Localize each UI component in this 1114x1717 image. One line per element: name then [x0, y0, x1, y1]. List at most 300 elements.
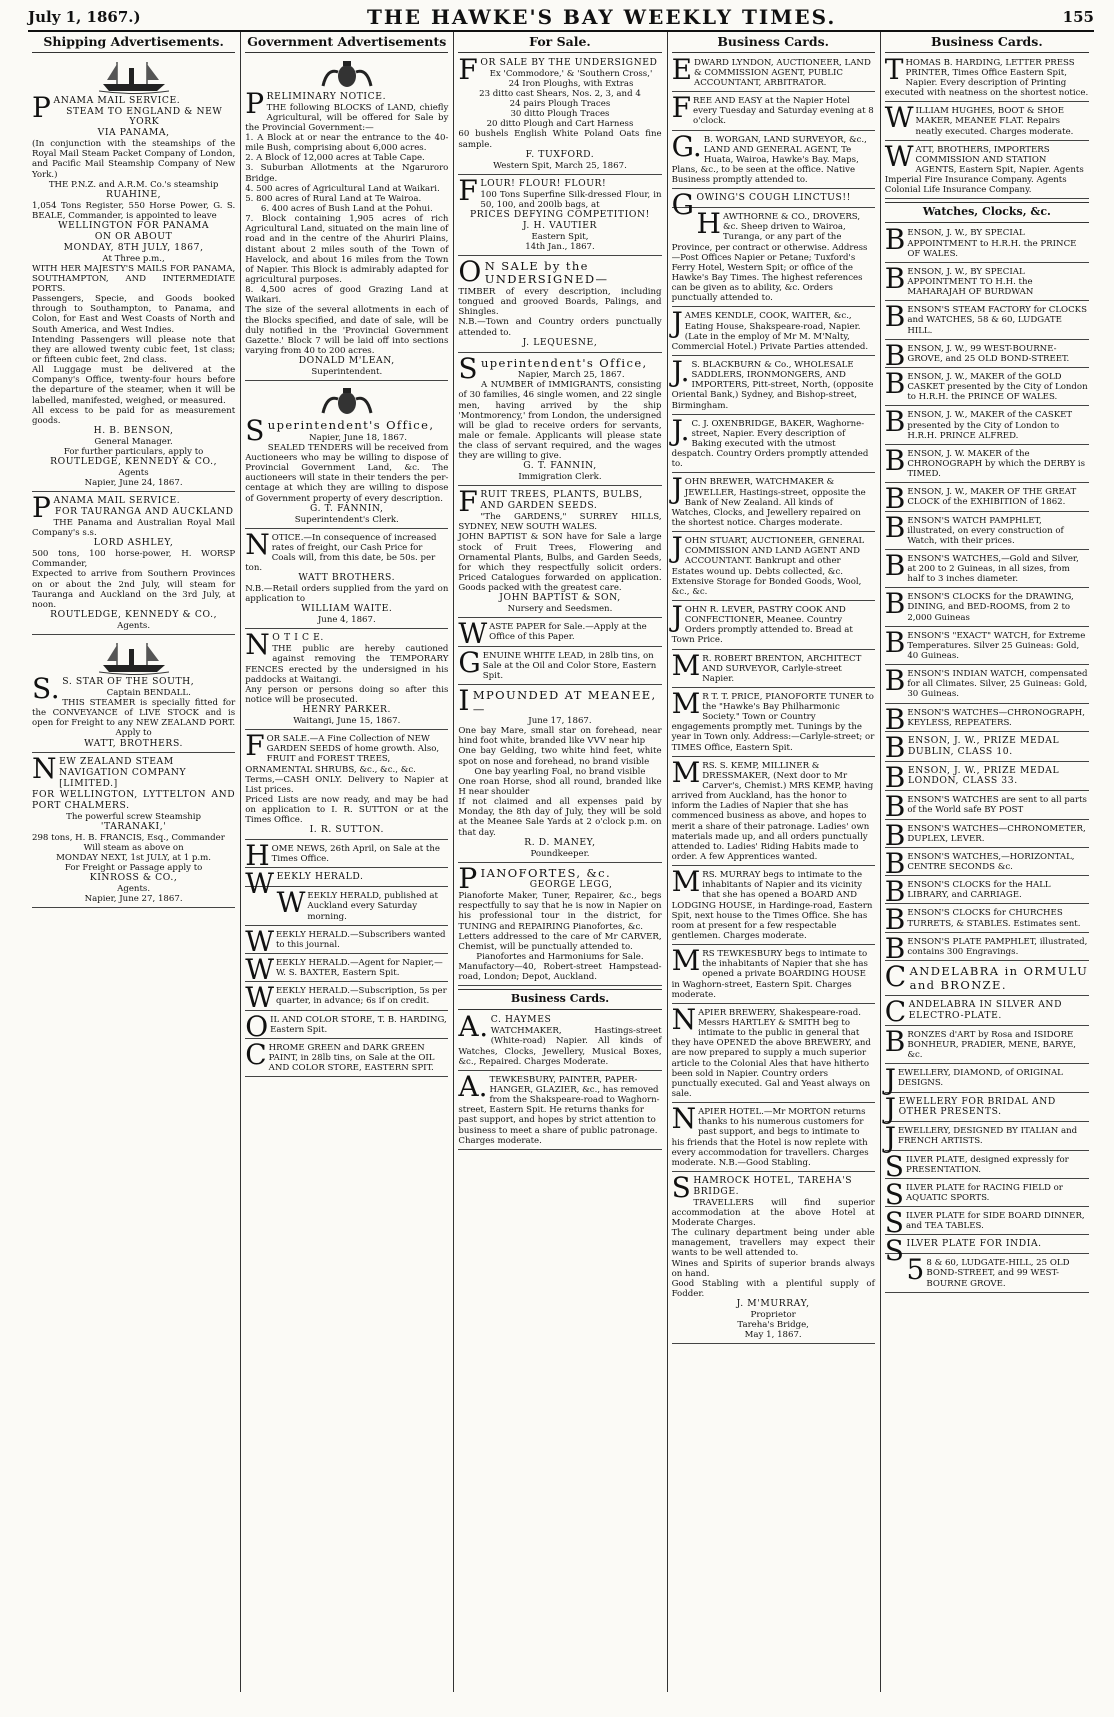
advertisement [245, 953, 448, 987]
ad-headline: OIL AND COLOR STORE, T. B. HARDING, Eastern Spit. [245, 1009, 447, 1043]
advertisement [884, 730, 1089, 764]
ad-text: Any person or persons doing so after this notice will be prosecuted. [245, 684, 449, 705]
advertisement [884, 300, 1089, 339]
ad-text: WATCHMAKER, Hastings-street (White-road) Napier. All kinds of Watches, Clocks, Jewellery, Musical Boxes, &c., Repaired. Charges Moderate. [458, 1026, 662, 1067]
advertisement [458, 861, 662, 987]
advertisement [671, 686, 875, 757]
advertisement [245, 981, 448, 1015]
advertisement [884, 664, 1089, 703]
column-heading: For Sale. [458, 34, 661, 53]
advertisement [245, 1037, 448, 1077]
ad-text: Napier, June 18, 1867. [309, 432, 408, 443]
ad-headline: Superintendent's Office, [458, 351, 648, 385]
ad-headline: HOME NEWS, 26th April, on Sale at the Times Office. [245, 839, 440, 873]
column-2 [241, 32, 454, 1692]
ad-text: Expected to arrive from Southern Provinces on or about the 2nd July, will steam for Tauranga and Auckland on the 3rd July, at noon. [32, 569, 236, 610]
advertisement [884, 625, 1089, 665]
ad-text: Manufactory—40, Robert-street Hampstead-road, London; Depot, Auckland. [458, 962, 662, 983]
advertisement [671, 129, 875, 190]
ad-text: TIMBER of every description, including tongued and grooved Boards, Palings, and Shingles. [458, 287, 662, 318]
ad-text: Wines and Spirits of superior brands always on hand. [671, 1258, 875, 1279]
advertisement [671, 1002, 875, 1103]
ad-headline: S.S. STAR OF THE SOUTH, [32, 671, 195, 705]
column-heading: Government Advertisements [245, 34, 448, 53]
ad-headline: J.C. J. OXENBRIDGE, BAKER, Waghorne-street, Napier. Every description of Baking executed with the utmost despatch. Country Orders promptly attended to. [671, 413, 869, 470]
ad-headline: BENSON, J. W., PRIZE MEDAL LONDON, CLASS 33. [884, 760, 1060, 794]
ad-headline: NEW ZEALAND STEAM NAVIGATION COMPANY [LIMITED.] [32, 752, 187, 790]
ad-headline: FRUIT TREES, PLANTS, BULBS, AND GARDEN SEEDS. [458, 485, 643, 519]
ad-text: J. H. VAUTIER [522, 219, 598, 231]
ad-text: 24 Iron Ploughs, with Extras [508, 78, 634, 89]
ad-text: G. T. FANNIN, [310, 502, 384, 514]
ad-headline: SILVER PLATE FOR INDIA. [884, 1234, 1042, 1268]
ad-text: 'TARANAKI,' [100, 820, 167, 832]
ad-headline: EDWARD LYNDON, AUCTIONEER, LAND & COMMISSION AGENT, PUBLIC ACCOUNTANT, ARBITRATOR. [671, 52, 871, 89]
ad-headline: J.S. BLACKBURN & Co., WHOLESALE SADDLERS, IRONMONGERS, AND IMPORTERS, Pitt-street, North, (opposite Oriental Bank,) Sydney, and Bishop-street, Birmingham. [671, 354, 874, 411]
ad-text: Waitangi, June 15, 1867. [293, 715, 401, 726]
ad-text: Letters addressed to the care of Mr CARVER, Chemist, will be punctually attended to. [458, 931, 662, 952]
ad-headline: BENSON, J. W., MAKER OF THE GREAT CLOCK of the EXHIBITION of 1862. [884, 482, 1077, 516]
advertisement [884, 443, 1089, 483]
ad-text: (In conjunction with the steamships of the Royal Mail Steam Packet Company of London, and Pacific Mail Steamship Company of New York.) [32, 139, 236, 180]
advertisement [458, 254, 662, 353]
ad-text: MONDAY, 8TH JULY, 1867, [63, 241, 204, 253]
advertisement [458, 351, 662, 487]
ad-headline: JOHN R. LEVER, PASTRY COOK AND CONFECTIONER, Meanee. Country Orders promptly attended to. Bread at Town Price. [671, 599, 853, 646]
ad-text: Superintendent's Clerk. [294, 514, 399, 525]
ad-text: 7. Block containing 1,905 acres of rich Agricultural Land, situated on the main line of road and in the centre of the Ahuriri Plains, distant about 2 miles south of the Town of Havelock, and about 16 miles from the Town of Napier. This Block is admirably adapted for agricultural purposes. [245, 214, 449, 285]
column-1 [28, 32, 241, 1692]
ad-headline: WEEKLY HERALD, published at Auckland every Saturday morning. [276, 886, 438, 922]
ad-text: 1,054 Tons Register, 550 Horse Power, G. S. BEALE, Commander, is appointed to leave [32, 200, 236, 221]
ad-headline: BENSON'S CLOCKS for the HALL LIBRARY, and CARRIAGE. [884, 875, 1051, 909]
ad-headline: SILVER PLATE for RACING FIELD or AQUATIC SPORTS. [884, 1177, 1063, 1211]
ad-text: H. B. BENSON, [93, 425, 174, 436]
ad-text: Intending Passengers will please note that they are allowed twenty cubic feet, 1st class; or fifteen cubic feet, 2nd class. [32, 334, 236, 366]
ad-text: Nursery and Seedsmen. [507, 604, 613, 615]
ad-text: ROUTLEDGE, KENNEDY & CO., [50, 608, 218, 620]
column-5 [881, 32, 1094, 1692]
ad-text: For further particulars, apply to [63, 447, 204, 457]
ad-headline: PRELIMINARY NOTICE. [245, 86, 387, 120]
ad-text: Western Spit, March 25, 1867. [493, 160, 627, 171]
ad-headline: BENSON'S "EXACT" WATCH, for Extreme Temperatures. Silver 25 Guineas: Gold, 40 Guineas. [884, 625, 1086, 662]
ad-text: MONDAY NEXT, 1st JULY, at 1 p.m. [56, 852, 212, 863]
ad-text: JOHN BAPTIST & SON, [499, 592, 621, 604]
ad-text: FOR TAURANGA AND AUCKLAND [55, 506, 234, 518]
advertisement [671, 648, 875, 688]
ad-headline: BENSON'S CLOCKS for CHURCHES TURRETS, & STABLES. Estimates sent. [884, 903, 1081, 937]
ad-headline: BRONZES d'ART by Rosa and ISIDORE BONHEUR, PRADIER, MENE, BARYE, &c. [884, 1024, 1076, 1061]
ad-headline: A.TEWKESBURY, PAINTER, PAPER-HANGER, GLAZIER, &c., has removed from the Shakspeare-road to Waghorn-street, Eastern Spit. He returns thanks for past support, and hopes by strict attention to business to meet a share of public patronage. Charges moderate. [458, 1069, 660, 1146]
ad-headline: SILVER PLATE for SIDE BOARD DINNER, and TEA TABLES. [884, 1206, 1085, 1240]
advertisement [458, 1010, 662, 1070]
advertisement [884, 261, 1089, 301]
advertisement [884, 52, 1089, 103]
ad-text: WITH HER MAJESTY'S MAILS FOR PANAMA, SOUTHAMPTON, AND INTERMEDIATE PORTS. [32, 263, 236, 295]
ad-headline: JEWELLERY FOR BRIDAL AND OTHER PRESENTS. [884, 1091, 1056, 1125]
ad-text: One bay Mare, small star on forehead, near hind foot white, branded like VVV near hip [458, 726, 662, 747]
advertisement [671, 531, 875, 601]
ad-text: 100 Tons Superfine Silk-dressed Flour, in 50, 100, and 200lb bags, at [480, 189, 662, 210]
ad-headline: ON SALE by the UNDERSIGNED— [458, 254, 609, 288]
advertisement [245, 628, 449, 730]
advertisement [884, 790, 1089, 824]
ad-text: Will steam as above on [83, 842, 184, 853]
ad-text: N.B.—Retail orders supplied from the yard on application to [245, 584, 449, 605]
ad-headline: BENSON, J. W., 99 WEST-BOURNE-GROVE, and 25 OLD BOND-STREET. [884, 338, 1070, 372]
column-heading: Business Cards. [672, 34, 875, 53]
ad-text: HENRY PARKER. [302, 704, 392, 716]
advertisement [671, 1102, 875, 1172]
ad-text: KINROSS & CO., [89, 872, 178, 884]
ad-text: THE P.N.Z. and A.R.M. Co.'s steamship [48, 179, 219, 190]
ad-text: Ex 'Commodore,' & 'Southern Cross,' [489, 68, 653, 79]
steamship-icon [99, 641, 169, 675]
ad-text: 30 ditto Plough Traces [510, 109, 610, 120]
ad-headline: BENSON'S STEAM FACTORY for CLOCKS and WATCHES, 58 & 60, LUDGATE HILL. [884, 300, 1087, 336]
royal-arms-icon [317, 60, 377, 90]
advertisement [458, 173, 662, 256]
ad-text: Pianoforte Maker, Tuner, Repairer, &c., begs respectfully to say that he is now in Napier on his professional tour in the district, for TUNING and REPAIRING Pianofortes, &c. [458, 891, 662, 932]
advertisement [884, 482, 1089, 516]
advertisement [671, 413, 875, 474]
advertisement [245, 527, 449, 630]
steamship-icon [99, 60, 169, 94]
ad-text: Proprietor [750, 1309, 796, 1320]
ad-headline: FOR SALE.—A Fine Collection of NEW GARDEN SEEDS of home growth. Also, FRUIT and FOREST TREES, ORNAMENTAL SHRUBS, &c., &c., &c. [245, 729, 440, 775]
ad-headline: NAPIER HOTEL.—Mr MORTON returns thanks to his numerous customers for past support, and begs to intimate to his friends that the Hotel is now replete with every accommodation for travellers. Charges moderate. N.B.—Good Stabling. [671, 1102, 869, 1168]
ad-text: 298 tons, H. B. FRANCIS, Esq., Commander [32, 832, 225, 843]
ad-text: WATT BROTHERS. [298, 572, 396, 584]
ad-headline: FOR SALE BY THE UNDERSIGNED [458, 52, 658, 86]
ad-headline: PIANOFORTES, &c. [458, 861, 612, 895]
ad-text: The size of the several allotments in each of the Blocks specified, and date of sale, will be duly notified in the 'Provincial Government Gazette.' Block 7 will be laid off into sections varying from 40 to 200 acres. [245, 305, 449, 356]
advertisement [884, 818, 1089, 852]
ad-headline: 58 & 60, LUDGATE-HILL, 25 OLD BOND-STREET, and 99 WEST-BOURNE GROVE. [906, 1253, 1070, 1289]
ad-text: THIS STEAMER is specially fitted for the CONVEYANCE of LIVE STOCK and is open for Freight to any NEW ZEALAND PORT. [32, 697, 236, 729]
advertisement [884, 1091, 1089, 1125]
advertisement [884, 1234, 1089, 1268]
ad-text: SEALED TENDERS will be received from Auctioneers who may be willing to dispose of Provincial Government Land, &c. The auctioneers will state in their tenders the per-centage at which they are willing to dispose of Government property of every description. [245, 442, 449, 504]
ad-headline: GOWING'S COUGH LINCTUS!! [671, 188, 851, 222]
advertisement [458, 645, 661, 685]
ad-text: THE following BLOCKS of LAND, chiefly Agricultural, will be offered for Sale by the Provincial Government:— [245, 102, 449, 133]
ad-headline: IMPOUNDED AT MEANEE,— [458, 683, 657, 717]
ad-text: A NUMBER of IMMIGRANTS, consisting of 30 families, 46 single women, and 22 single men, having arrived by the ship 'Montmorency,' from London, the undersigned will be glad to receive orders for servants, male or female. Applicants will please state the class of servant required, and the wages they are willing to give. [458, 380, 662, 462]
ad-text: F. TUXFORD. [525, 148, 595, 160]
ad-text: General Manager. [94, 436, 173, 447]
ad-headline: WILLIAM HUGHES, BOOT & SHOE MAKER, MEANEE FLAT. Repairs neatly executed. Charges moderate. [884, 101, 1074, 137]
ad-text: ON OR ABOUT [94, 230, 173, 242]
advertisement [32, 752, 236, 908]
ad-text: Napier, June 27, 1867. [84, 894, 183, 905]
ad-headline: CANDELABRA in ORMULU and BRONZE. [884, 960, 1089, 994]
ad-headline: WEEKLY HERALD.—Subscribers wanted to this journal. [245, 924, 446, 958]
ad-text: The culinary department being under able management, travellers may expect their wants to be well attended to. [671, 1228, 875, 1259]
advertisement [884, 1024, 1089, 1064]
ad-text: 3. Suburban Allotments at the Ngaruroro Bridge. [245, 163, 449, 184]
ad-headline: BENSON, J. W. MAKER of the CHRONOGRAPH by which the DERBY is TIMED. [884, 443, 1086, 480]
ad-text: Pianofortes and Harmoniums for Sale. [476, 952, 644, 963]
advertisement [458, 485, 662, 618]
ad-text: For Freight or Passage apply to [64, 863, 203, 874]
advertisement [671, 599, 875, 650]
advertisement [884, 1177, 1089, 1211]
column-heading: Business Cards. [885, 34, 1089, 53]
section-subheading: Business Cards. [458, 989, 661, 1010]
ad-text: 14th Jan., 1867. [525, 241, 595, 252]
advertisement [884, 1206, 1089, 1240]
ad-text: Agents [118, 468, 149, 478]
ad-text: 8. 4,500 acres of good Grazing Land at Waikari. [245, 285, 449, 306]
advertisement [671, 944, 875, 1004]
ad-text: Agents. [117, 884, 151, 895]
advertisement [458, 1069, 661, 1150]
ad-headline: MRS. S. KEMP, MILLINER & DRESSMAKER, (Next door to Mr Carver's, Chemist.) MRS KEMP, having arrived from Auckland, has the honor to inform the Ladies of Napier that she has commenced business as above, and hopes to merit a share of their patronage. Ladies' own materials made up, and all orders punctually attended to. Ladies' Riding Habits made to order. A few Apprentices wanted. [671, 755, 874, 863]
ad-headline: NO T I C E. [245, 628, 324, 662]
column-heading: Shipping Advertisements. [32, 34, 235, 53]
ad-text: 4. 500 acres of Agricultural Land at Waikari. [245, 183, 440, 194]
ad-text: All Luggage must be delivered at the Company's Office, twenty-four hours before the departure of the steamer, when it will be labelled, manifested, weighed, or measured. [32, 365, 236, 406]
advertisement [32, 56, 235, 493]
ad-text: Terms,—CASH ONLY. Delivery to Napier at List prices. [245, 774, 449, 795]
advertisement [32, 491, 236, 635]
ad-text: Priced Lists are now ready, and may be had on application to I. R. SUTTON or at the Times Office. [245, 794, 449, 826]
ad-headline: JAMES KENDLE, COOK, WAITER, &c., Eating House, Shakspeare-road, Napier. (Late in the employ of Mr M. M'Nalty, Commercial Hotel.) Private Parties attended. [671, 306, 869, 352]
advertisement [884, 338, 1089, 372]
ad-text: J. M'MURRAY, [736, 1298, 810, 1310]
ad-text: Captain BENDALL. [106, 687, 191, 698]
ad-headline: WASTE PAPER for Sale.—Apply at the Office of this Paper. [458, 617, 647, 651]
ad-text: WATT, BROTHERS. [84, 737, 184, 749]
ad-headline: FLOUR! FLOUR! FLOUR! [458, 173, 607, 207]
advertisement [671, 865, 875, 945]
ad-text: 60 bushels English White Poland Oats fine sample. [458, 129, 662, 150]
ad-text: The powerful screw Steamship [66, 811, 202, 822]
column-3 [454, 32, 667, 1692]
advertisement [884, 1063, 1089, 1097]
advertisement [884, 510, 1089, 550]
column-4 [668, 32, 881, 1692]
advertisement [884, 223, 1089, 262]
ad-text: Apply to [115, 728, 152, 739]
ad-text: One roan Horse, shod all round, branded like H near shoulder [458, 776, 662, 798]
ad-text: PRICES DEFYING COMPETITION! [469, 208, 650, 220]
advertisement [671, 1170, 875, 1344]
ad-headline: BENSON'S INDIAN WATCH, compensated for all Climates. Silver, 25 Guineas: Gold, 30 Guineas. [884, 664, 1088, 700]
ad-text: J. LEQUESNE, [522, 336, 598, 348]
ad-headline: GENUINE WHITE LEAD, in 28lb tins, on Sale at the Oil and Color Store, Eastern Spit. [458, 645, 657, 681]
ad-headline: BENSON, J. W., BY SPECIAL APPOINTMENT TO H.H. the MAHARAJAH OF BURDWAN [884, 261, 1034, 298]
ad-headline: WATT, BROTHERS, IMPORTERS COMMISSION AND STATION AGENTS, Eastern Spit, Napier. Agents Imperial Fire Insurance Company. Agents Colonial Life Insurance Company. [884, 139, 1084, 196]
newspaper-title: THE HAWKE'S BAY WEEKLY TIMES. [366, 5, 837, 30]
advertisement [245, 56, 448, 381]
advertisement [458, 52, 662, 175]
ad-headline: MR T. T. PRICE, PIANOFORTE TUNER to the "Hawke's Bay Philharmonic Society." Town or Country engagements promptly met. Tunings by the year in Town only. Address:—Carlyle-street; or TIMES Office, Eastern Spit. [671, 686, 875, 753]
ad-headline: WEEKLY HERALD. [245, 867, 364, 901]
advertisement [884, 1121, 1089, 1155]
advertisement [884, 846, 1089, 880]
ad-headline: CANDELABRA IN SILVER AND ELECTRO-PLATE. [884, 995, 1063, 1029]
advertisement [458, 683, 662, 863]
ad-text: May 1, 1867. [744, 1330, 802, 1341]
ad-headline: BENSON'S CLOCKS for the DRAWING, DINING, and BED-ROOMS, from 2 to 2,000 Guineas [884, 587, 1074, 623]
ad-text: Immigration Clerk. [518, 472, 602, 483]
ad-headline: BENSON'S PLATE PAMPHLET, illustrated, contains 300 Engravings. [884, 931, 1088, 965]
ad-headline: BENSON'S WATCH PAMPHLET, illustrated, on every construction of Watch, with their prices. [884, 510, 1064, 546]
advertisement [884, 995, 1089, 1029]
advertisement [884, 760, 1089, 794]
ad-text: Napier, March 25, 1867. [517, 370, 625, 381]
ad-text: "The GARDENS," SURREY HILLS, SYDNEY, NEW SOUTH WALES. [458, 512, 662, 533]
ad-text: Poundkeeper. [530, 848, 590, 859]
ad-headline: MRS. MURRAY begs to intimate to the inhabitants of Napier and its vicinity that she has opened a BOARD AND LODGING HOUSE, in Hardinge-road, Eastern Spit, next house to the Times Office. She has room at present for a few respectable gentlemen. Charges moderate. [671, 865, 873, 942]
issue-date: July 1, 1867.) [28, 8, 141, 27]
ad-text: Good Stabling with a plentiful supply of Fodder. [671, 1278, 875, 1299]
ad-text: At Three p.m., [102, 253, 165, 264]
ad-text: Tareha's Bridge, [737, 1320, 809, 1331]
ad-text: June 4, 1867. [317, 615, 376, 626]
advertisement [245, 383, 448, 529]
advertisement [245, 886, 448, 925]
ad-text: 23 ditto cast Shears, Nos. 2, 3, and 4 [479, 88, 641, 99]
advertisement [671, 207, 875, 307]
ad-headline: NAPIER BREWERY, Shakespeare-road. Messrs HARTLEY & SMITH beg to intimate to the public in general that they have OPENED the above BREWERY, and are now prepared to supply a much superior article to the Colonial Ales that have hitherto been sold in Napier. Country orders punctually executed. Gal and Yeast always on sale. [671, 1002, 871, 1099]
advertisement [245, 924, 448, 958]
ad-text: 5. 800 acres of Rural Land at Te Wairoa. [245, 193, 422, 204]
ad-headline: BENSON'S WATCHES—CHRONOGRAPH, KEYLESS, REPEATERS. [884, 702, 1085, 736]
ad-text: If not claimed and all expenses paid by Monday, the 8th day of July, they will be sold at the Meanee Sale Yards at 2 o'clock p.m. on that day. [458, 797, 662, 838]
ad-headline: MRS TEWKESBURY begs to intimate to the inhabitants of Napier that she has opened a private BOARDING HOUSE in Waghorn-street, Eastern Spit. Charges moderate. [671, 944, 868, 1000]
advertisement [671, 52, 875, 92]
advertisement [245, 867, 448, 901]
ad-headline: JOHN BREWER, WATCHMAKER & JEWELLER, Hastings-street, opposite the Bank of New Zealand. All kinds of Watches, Clocks, and Jewellery repaired on the shortest notice. Charges moderate. [671, 472, 866, 528]
ad-text: N.B.—Town and Country orders punctually attended to. [458, 317, 662, 338]
ad-text: 20 ditto Plough and Cart Harness [486, 119, 634, 130]
ad-text: WILLIAM WAITE. [301, 603, 393, 615]
ad-text: I. R. SUTTON. [309, 824, 384, 836]
ad-text: GEORGE LEGG, [529, 879, 613, 891]
ad-headline: PANAMA MAIL SERVICE. [32, 491, 181, 525]
ad-text: R. D. MANEY, [524, 836, 596, 848]
ad-headline: JOHN STUART, AUCTIONEER, GENERAL COMMISSION AND LAND AGENT AND ACCOUNTANT. Bankrupt and other Estates wound up. Debts collected, &c. Extensive Storage for Bonded Goods, Wool, &c., &c. [671, 531, 865, 597]
advertisement [884, 960, 1089, 996]
ad-text: VIA PANAMA, [97, 127, 170, 139]
ad-headline: BENSON'S WATCHES,—HORIZONTAL, CENTRE SECONDS &c. [884, 846, 1075, 880]
ad-text: JOHN BAPTIST & SON have for Sale a large stock of Fruit Trees, Flowering and Ornamental Plants, Bulbs, and Garden Seeds, for which they respectfully solicit orders. Priced Catalogues forwarded on application. Goods packed with the greatest care. [458, 532, 662, 594]
advertisement [884, 366, 1089, 406]
advertisement [884, 702, 1089, 736]
ad-text: Agents. [117, 620, 151, 631]
advertisement [458, 617, 661, 651]
advertisement [671, 354, 875, 415]
advertisement [245, 1009, 448, 1043]
advertisement [884, 139, 1089, 200]
ad-text: Napier, June 24, 1867. [84, 478, 183, 489]
ad-text: WELLINGTON FOR PANAMA [58, 220, 210, 232]
ad-text: LORD ASHLEY, [93, 537, 174, 549]
ad-text: 500 tons, 100 horse-power, H. WORSP Commander, [32, 549, 236, 570]
advertisement [884, 875, 1089, 909]
advertisement [884, 1149, 1089, 1183]
ad-headline: JEWELLERY, DESIGNED BY ITALIAN and FRENCH ARTISTS. [884, 1121, 1078, 1155]
ad-text: 1. A Block at or near the entrance to the 40-mile Bush, comprising about 6,000 acres. [245, 133, 449, 154]
advertisement [884, 548, 1089, 588]
ad-text: One bay yearling Foal, no brand visible [474, 766, 646, 777]
ad-headline: A.C. HAYMES [458, 1010, 552, 1044]
ad-text: TRAVELLERS will find superior accommodation at the above Hotel at Moderate Charges. [671, 1197, 875, 1228]
ad-text: Superintendent. [311, 366, 383, 377]
ad-headline: BENSON, J. W., BY SPECIAL APPOINTMENT to H.R.H. the PRINCE OF WALES. [884, 223, 1077, 259]
section-subheading: Watches, Clocks, &c. [885, 202, 1089, 223]
ad-text: ROUTLEDGE, KENNEDY & CO., [50, 456, 218, 468]
ad-headline: MR. ROBERT BRENTON, ARCHITECT AND SURVEYOR, Carlyle-street Napier. [671, 648, 862, 684]
ad-text: G. T. FANNIN, [523, 460, 597, 472]
ad-headline: SHAMROCK HOTEL, TAREHA'S BRIDGE. [671, 1170, 853, 1204]
ad-headline: THOMAS B. HARDING, LETTER PRESS PRINTER, Times Office Eastern Spit, Napier. Every description of Printing executed with neatness on the shortest notice. [884, 52, 1089, 99]
ad-headline: WEEKLY HERALD.—Agent for Napier,—W. S. BAXTER, Eastern Spit. [245, 953, 443, 987]
ad-text: June 17, 1867. [528, 716, 592, 727]
ad-text: Passengers, Specie, and Goods booked through to Southampton, to Panama, and Colon, for East and West Coasts of North and South America, and West Indies. [32, 294, 236, 335]
ad-text: RUAHINE, [106, 188, 162, 200]
masthead [28, 5, 1094, 32]
ad-headline: BENSON, J. W., MAKER of the CASKET presented by the City of London to H.R.H. PRINCE ALFRED. [884, 405, 1073, 441]
advertisement [245, 729, 449, 840]
ad-headline: BENSON'S WATCHES—CHRONOMETER, DUPLEX, LEVER. [884, 818, 1086, 852]
advertisement [671, 755, 875, 866]
ad-text: 24 pairs Plough Traces [509, 99, 611, 110]
ad-text: DONALD M'LEAN, [298, 355, 395, 367]
advertisement [671, 472, 875, 532]
ad-headline: BENSON'S WATCHES are sent to all parts of the World safe BY POST [884, 790, 1087, 824]
ad-headline: HAWTHORNE & CO., DROVERS, &c. Sheep driven to Wairoa, Turanga, or any part of the Province, per contract or otherwise. Address—Post Offices Napier or Petane; Tuxford's Ferry Hotel, Western Spit; or office of the Hawke's Bay Times. The highest references can be given as to ability, &c. Orders punctually attended to. [671, 207, 868, 304]
advertisement [884, 101, 1089, 140]
advertisement [884, 405, 1089, 444]
ad-headline: Superintendent's Office, [245, 414, 435, 448]
ad-text: All excess to be paid for as measurement goods. [32, 405, 236, 426]
ad-text: FOR WELLINGTON, LYTTELTON AND PORT CHALMERS. [32, 788, 236, 811]
ad-headline: JEWELLERY, DIAMOND, of ORIGINAL DESIGNS. [884, 1063, 1063, 1097]
advertisement [671, 188, 875, 222]
ad-text: THE public are hereby cautioned against removing the TEMPORARY FENCES erected by the undersigned in his paddocks at Waitangi. [245, 644, 449, 685]
ad-headline: BENSON, J. W., MAKER of the GOLD CASKET presented by the City of London to H.R.H. the PRINCE OF WALES. [884, 366, 1088, 403]
ad-text: Eastern Spit, [531, 231, 589, 242]
ad-headline: NOTICE.—In consequence of increased rates of freight, our Cash Price for Coals will, from this date, be 50s. per ton. [245, 527, 437, 574]
ad-text: 6. 400 acres of Bush Land at the Pohui. [260, 204, 433, 215]
page-number: 155 [1062, 8, 1094, 27]
ad-headline: PANAMA MAIL SERVICE. [32, 90, 181, 124]
royal-arms-icon [317, 387, 377, 417]
ad-text: STEAM TO ENGLAND & NEW YORK [66, 105, 223, 128]
ad-headline: BENSON'S WATCHES,—Gold and Silver, at 200 to 2 Guineas, in all sizes, from half to 3 inches diameter. [884, 548, 1079, 585]
advertisement [884, 931, 1089, 965]
advertisement [245, 839, 448, 873]
advertisement [671, 91, 875, 130]
advertisement [884, 903, 1089, 937]
ad-text: 2. A Block of 12,000 acres at Table Cape. [245, 153, 425, 164]
ad-headline: FREE AND EASY at the Napier Hotel every Tuesday and Saturday evening at 8 o'clock. [671, 91, 874, 127]
ad-headline: G.B. WORGAN, LAND SURVEYOR, &c., LAND AND GENERAL AGENT, Te Huata, Wairoa, Hawke's Bay. Maps, Plans, &c., to be seen at the office. Native Business promptly attended to. [671, 129, 867, 186]
ad-text: One bay Gelding, two white hind feet, white spot on nose and forehead, no brand visible [458, 746, 662, 767]
ad-headline: CHROME GREEN and DARK GREEN PAINT, in 28lb tins, on Sale at the OIL AND COLOR STORE, EASTERN SPIT. [245, 1037, 435, 1074]
ad-headline: WEEKLY HERALD.—Subscription, 5s per quarter, in advance; 6s if on credit. [245, 981, 447, 1015]
columns [28, 32, 1094, 1692]
advertisement [32, 637, 235, 753]
advertisement [671, 306, 875, 356]
ad-headline: BENSON, J. W., PRIZE MEDAL DUBLIN, CLASS 10. [884, 730, 1060, 764]
ad-text: THE Panama and Australian Royal Mail Company's s.s. [32, 518, 236, 539]
